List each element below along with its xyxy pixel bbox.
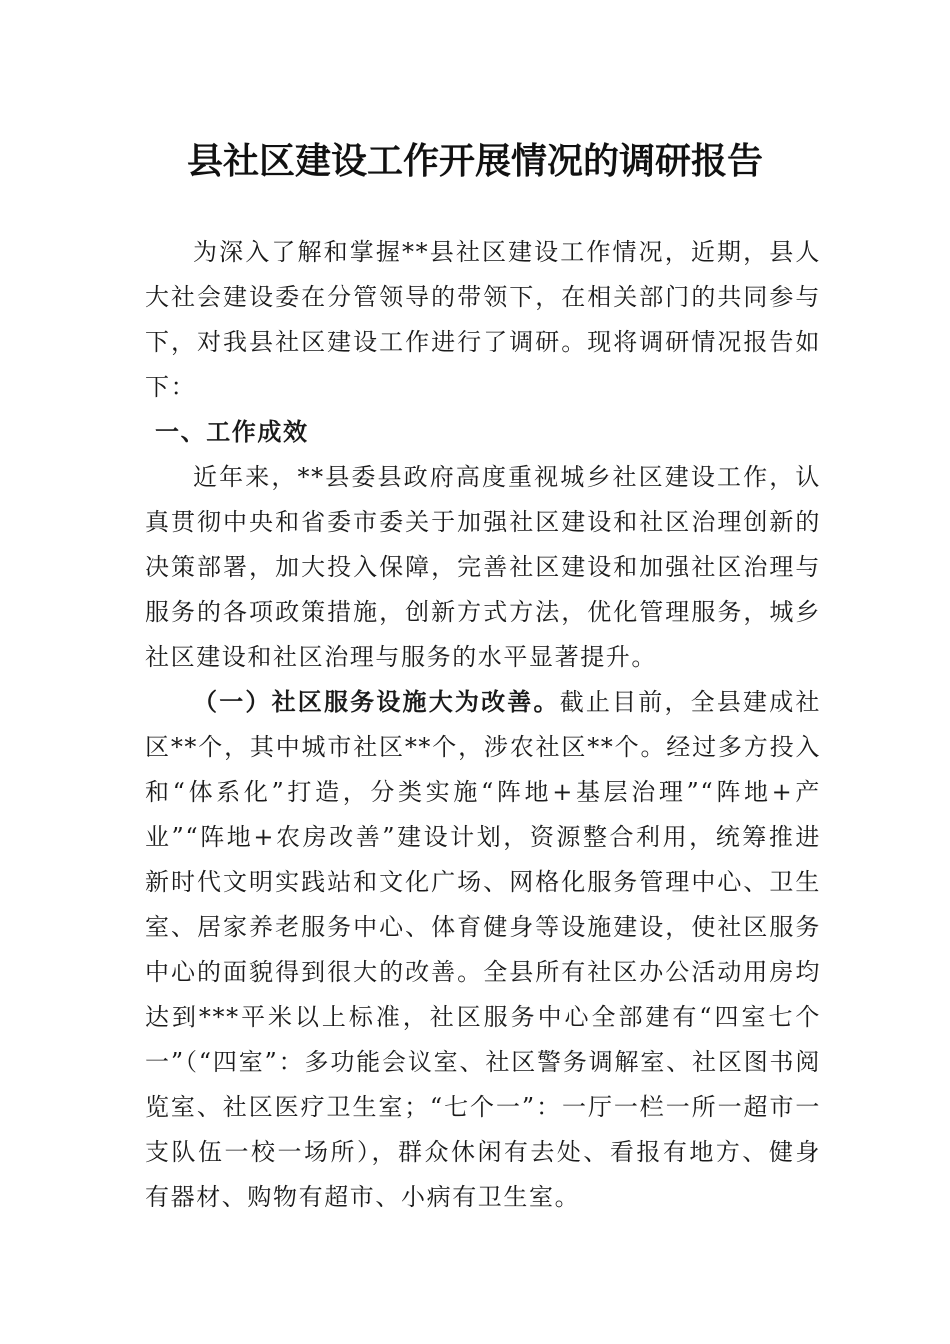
intro-paragraph: 为深入了解和掌握**县社区建设工作情况，近期，县人大社会建设委在分管领导的带领下，在相关部门的共同参与下，对我县社区建设工作进行了调研。现将调研情况报告如下： [145,238,821,401]
section-heading: 一、工作成效 [155,418,309,446]
document-body [145,230,821,1220]
subsection-paragraph [145,680,821,1220]
section-paragraph: 近年来，**县委县政府高度重视城乡社区建设工作，认真贯彻中央和省委市委关于加强社区建设和社区治理创新的决策部署，加大投入保障，完善社区建设和加强社区治理与服务的各项政策措施，创新方式方法，优化管理服务，城乡社区建设和社区治理与服务的水平显著提升。 [145,463,821,671]
subsection-heading: （一）社区服务设施大为改善。 [193,688,560,716]
document-title: 县社区建设工作开展情况的调研报告 [186,140,763,182]
subsection-text: 截止目前，全县建成社区**个，其中城市社区**个，涉农社区**个。经过多方投入和“体系化”打造，分类实施“阵地+基层治理”“阵地+产业”“阵地+农房改善”建设计划，资源整合利用，统筹推进新时代文明实践站和文化广场、网格化服务管理中心、卫生室、居家养老服务中心、体育健身等设施建设，使社区服务中心的面貌得到很大的改善。全县所有社区办公活动用房均达到***平米以上标准，社区服务中心全部建有“四室七个一”（“四室”：多功能会议室、社区警务调解室、社区图书阅览室、社区医疗卫生室；“七个一”：一厅一栏一所一超市一支队伍一校一场所），群众休闲有去处、看报有地方、健身有器材、购物有超市、小病有卫生室。 [145,688,822,1211]
